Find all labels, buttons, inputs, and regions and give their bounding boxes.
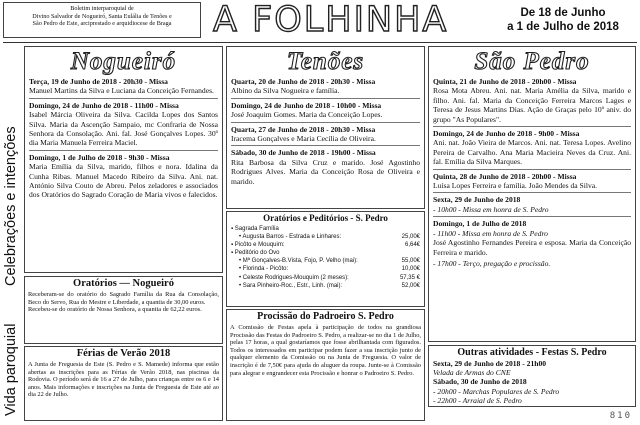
donation-label: Picôto e Mouquim: <box>234 242 285 249</box>
mass-intentions: Albino da Silva Nogueira e família. <box>231 86 340 96</box>
mass-intentions: Ani. nat. João Vieira de Marcos. Ani. nat. Teresa Lopes. Avelino Pereira de Carvalho. Ana Maria Macieira Neves da Cruz. Ani. fal. Emília da Silva Marques. <box>433 138 631 167</box>
oratorios-nogueiro-box <box>24 276 223 344</box>
oratorios-nogueiro-text: Receberam-se do oratório do Sagrado Família da Rua da Consolação, Beco do Servo, Rua do Mestre e Liberdade, a quantia de 30,00 euros. <box>28 291 219 306</box>
mass-heading: Sábado, 30 de Junho de 2018 - 19h00 - Missa <box>231 148 376 158</box>
entry-divider <box>231 145 420 146</box>
entry-divider <box>29 98 218 99</box>
mass-intentions: Maria Emília da Silva, marido, filhos e nora. Idalina da Cunha Ribas. Manuel Macedo Ribeiro da Silva. Ani. nat. António Silva Couto de Abreu. Pelos zeladores e associados dos Oratórios do Sagrado Coração de Maria vivos e falecidos. <box>29 162 218 200</box>
column-sao-pedro <box>428 46 636 342</box>
feast-line: - 10h00 - Missa em honra de S. Pedro <box>433 204 549 214</box>
box-title: Outras atividades - Festas S. Pedro <box>457 347 607 358</box>
bullet-icon: • <box>239 266 243 273</box>
donation-label-wrap <box>239 274 349 282</box>
donation-item <box>231 274 420 282</box>
donation-label: Florinda - Picôto: <box>242 266 289 273</box>
donation-label: Mª Gonçalves-B.Vista, Fojo, P. Velho (mai): <box>242 258 358 265</box>
donation-label-wrap <box>231 249 280 257</box>
mass-heading: Domingo, 1 de Julho de 2018 - 9h30 - Missa <box>29 152 170 162</box>
mass-intentions: Manuel Martins da Silva e Luciana da Conceição Fernandes. <box>29 86 214 96</box>
parish-title: Tenões <box>286 48 365 75</box>
mass-heading: Quarta, 27 de Junho de 2018 - 20h30 - Missa <box>231 124 376 134</box>
entry-divider <box>231 122 420 123</box>
donation-value: 6,64€ <box>404 242 420 249</box>
bulletin-info-box <box>3 2 201 38</box>
column-tenoes <box>226 46 425 209</box>
section-label-celebrations: Celebrações e intenções <box>3 126 19 286</box>
issue-date-line1: De 18 de Junho <box>520 7 606 19</box>
mass-entry <box>227 125 424 144</box>
mass-heading: Domingo, 24 de Junho de 2018 - 11h00 - Missa <box>29 100 179 110</box>
ferias-text: A Junta de Freguesia de Este (S. Pedro e S. Mamede) informa que estão abertas as inscrições para as Férias de Verão 2018, nas piscinas da Rodovia. O período será de 16 a 27 de Julho, para crianças entre os 6 e 14 anos. Mais informações e inscrições na Junta de Freguesia de Este até ao dia 22 de Julho. <box>28 361 219 399</box>
bullet-icon: ▪ <box>231 242 235 249</box>
newsletter-title: A FOLHINHA <box>213 0 449 40</box>
activity-line: - 20h00 - Marchas Populares de S. Pedro <box>433 386 560 396</box>
mass-entry <box>25 101 222 148</box>
donation-value: 57,35 € <box>399 274 420 281</box>
entry-divider <box>231 98 420 99</box>
mass-intentions: Rosa Mota Abreu. Ani. nat. Maria Amélia da Silva, marido e filho. Ani. fal. Maria da Conceição Ferreira Marcos Lages e Teresa de Jesus Martins Dias. Ação de Graças pelo 10º aniv. do grupo "As Populares". <box>433 86 631 124</box>
mass-entry <box>429 129 635 167</box>
mass-heading: Terça, 19 de Junho de 2018 - 20h30 - Missa <box>29 77 168 86</box>
bullet-icon: • <box>239 234 243 241</box>
mass-intentions: Iracema Gonçalves e Maria Cecília de Oliveira. <box>231 134 376 144</box>
feast-heading: Sexta, 29 de Junho de 2018 <box>433 195 521 205</box>
donation-item <box>231 265 420 273</box>
mass-entry <box>25 77 222 96</box>
entry-divider <box>433 126 631 127</box>
feast-heading: Domingo, 1 de Julho de 2018 <box>433 219 527 229</box>
bullet-icon: • <box>239 274 243 281</box>
donation-item <box>231 233 420 241</box>
activities-list <box>429 359 635 405</box>
activity-line: - 22h00 - Arraial de S. Pedro <box>433 395 522 405</box>
page-number: 810 <box>609 411 632 421</box>
donation-label: Celeste Rodrigues-Mouquim (2 meses): <box>242 274 349 281</box>
donation-item <box>231 241 420 249</box>
bulletin-line: Boletim interparoquial de <box>70 5 134 12</box>
bullet-icon: • <box>239 258 243 265</box>
donation-label-wrap <box>239 257 358 265</box>
mass-entry <box>25 153 222 200</box>
feast-line: - 11h00 - Missa em honra de S. Pedro <box>433 228 548 238</box>
entry-divider <box>433 169 631 170</box>
column-nogueiro <box>24 46 223 273</box>
donation-label: Peditório do Ovo <box>234 250 280 257</box>
issue-date <box>488 6 638 34</box>
bulletin-line: Divino Salvador de Nogueiró, Santa Eulália de Tenões e <box>32 12 172 20</box>
mass-intentions: José Joaquim Gomes. Maria da Conceição Lopes. <box>231 110 383 120</box>
section-label-parish-life: Vida paroquial <box>3 323 19 416</box>
outras-atividades-box <box>428 345 636 407</box>
activity-line: Velada de Armas do CNE <box>433 368 511 378</box>
donation-item <box>231 282 420 290</box>
mass-heading: Quinta, 21 de Junho de 2018 - 20h00 - Missa <box>433 77 577 86</box>
mass-heading: Quinta, 28 de Junho de 2018 - 20h00 - Missa <box>433 171 577 181</box>
mass-entry <box>227 77 424 96</box>
donation-label: Sagrada Família <box>234 226 279 232</box>
procissao-text: A Comissão de Festas apela à participação de todos na grandiosa Procissão das Festas do Padroeiro S. Pedro, a realizar-se no dia 1 de Julho, pelas 17 horas, a qual gostaríamos que fosse abrilhantada com figurados. Todos os interessados em participar podem fazer a sua inscrição junto de qualquer elemento da Comissão ou na Junta de Freguesia. O valor de inscrição é de 7,50€ para ajuda do aluguer da roupa. Junte-se à Comissão para alegrar e engrandecer esta Procissão e honrar o Padroeiro S. Pedro. <box>230 324 421 377</box>
procissao-box <box>226 309 425 421</box>
issue-date-line2: a 1 de Julho de 2018 <box>507 21 619 33</box>
mass-heading: Quarta, 20 de Junho de 2018 - 20h30 - Missa <box>231 77 376 86</box>
mass-intentions: Isabel Márcia Oliveira da Silva. Cacilda Lopes dos Santos Silva. Maria da Ascenção Sampaio, mc Confraria de Nossa Senhora da Consolação. Ani. fal. José Gonçalves Lopes. 30º dia Maria Manuela Ferreira Maciel. <box>29 110 218 148</box>
mass-entry <box>429 172 635 191</box>
parish-title: Nogueiró <box>70 48 177 75</box>
donation-label-wrap <box>231 241 285 249</box>
activity-line: Sábado, 30 de Junho de 2018 <box>433 377 527 387</box>
bullet-icon: ▪ <box>231 250 235 257</box>
donation-label: Sara Pinheiro-Roc., Estr., Linh. (mai): <box>242 282 343 289</box>
donation-list <box>227 225 424 290</box>
donation-item <box>231 249 420 257</box>
ferias-box <box>24 346 223 421</box>
donation-label: Augusta Barros - Estrada e Linhares: <box>242 234 342 241</box>
feast-entry <box>429 219 635 268</box>
mass-entry <box>227 101 424 120</box>
mass-intentions: Luísa Lopes Ferreira e família. João Mendes da Silva. <box>433 181 598 191</box>
donation-value: 25,00€ <box>401 234 420 241</box>
entry-divider <box>29 150 218 151</box>
donation-label-wrap <box>231 225 279 233</box>
bulletin-line: São Pedro de Este, arciprestado e arquidiocese de Braga <box>32 20 172 27</box>
header-divider <box>3 42 637 43</box>
donation-value: 52,00€ <box>401 282 420 289</box>
oratorios-nogueiro-text: Recebeu-se do oratório de Nossa Senhora, a quantia de 62,22 euros. <box>28 306 202 314</box>
box-title: Oratórios e Peditórios - S. Pedro <box>263 213 388 223</box>
bullet-icon: • <box>239 282 243 289</box>
donation-value: 10,00€ <box>401 266 420 273</box>
entry-divider <box>433 192 631 193</box>
donation-label-wrap <box>239 233 341 241</box>
box-title: Oratórios — Nogueiró <box>73 278 174 289</box>
feast-line: - 17h00 - Terço, pregação e procissão. <box>433 258 551 268</box>
activity-line: Sexta, 29 de Junho de 2018 - 21h00 <box>433 359 547 368</box>
mass-intentions: Rita Barbosa da Silva Cruz e marido. José Agostinho Rodrigues Alves. Maria da Conceição Rosa de Oliveira e marido. <box>231 157 420 186</box>
parish-title: São Pedro <box>474 48 590 75</box>
donation-item <box>231 225 420 233</box>
bullet-icon: ▪ <box>231 226 235 232</box>
mass-heading: Domingo, 24 de Junho de 2018 - 9h00 - Missa <box>433 129 580 139</box>
donation-label-wrap <box>239 265 288 273</box>
entry-divider <box>433 216 631 217</box>
donation-value: 55,00€ <box>401 258 420 265</box>
oratorios-peditorios-box <box>226 211 425 307</box>
mass-entry <box>227 148 424 186</box>
donation-label-wrap <box>239 282 342 290</box>
box-title: Procissão do Padroeiro S. Pedro <box>257 311 394 322</box>
mass-heading: Domingo, 24 de Junho de 2018 - 10h00 - Missa <box>231 100 382 110</box>
feast-entry <box>429 195 635 214</box>
mass-entry <box>429 77 635 124</box>
donation-item <box>231 257 420 265</box>
feast-line: José Agostinho Fernandes Pereira e esposa. Maria da Conceição Ferreira e marido. <box>433 238 631 257</box>
box-title: Férias de Verão 2018 <box>76 348 171 359</box>
